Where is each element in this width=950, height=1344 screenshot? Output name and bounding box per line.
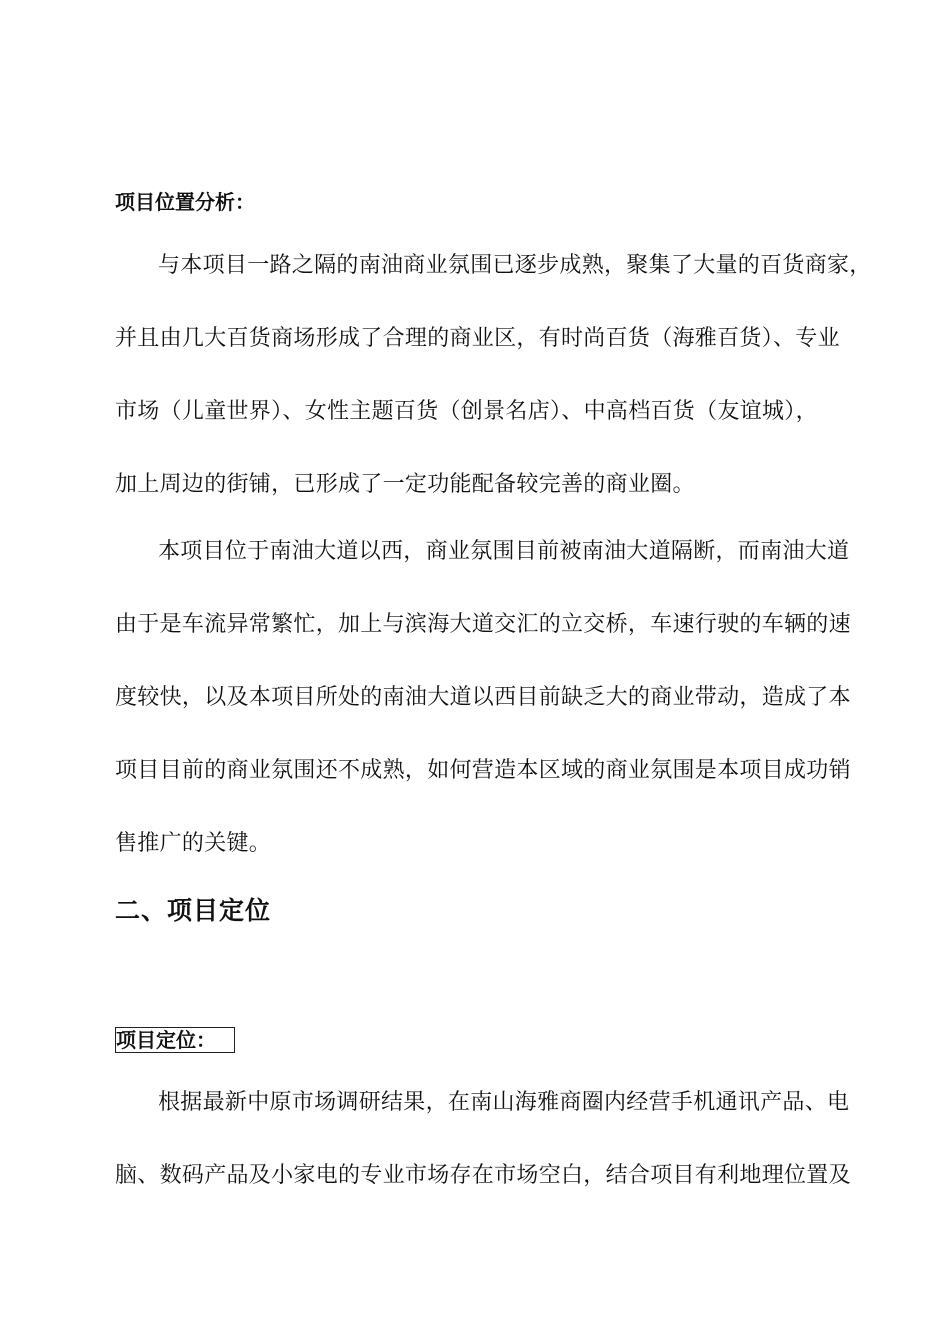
paragraph-line: 本项目位于南油大道以西，商业氛围目前被南油大道隔断，而南油大道 <box>158 539 850 564</box>
paragraph-line: 根据最新中原市场调研结果，在南山海雅商圈内经营手机通讯产品、电 <box>158 1090 850 1115</box>
project-positioning-title: 二、项目定位 <box>115 896 272 925</box>
positioning-subheading-box <box>115 1026 235 1054</box>
positioning-subheading: 项目定位： <box>115 1027 235 1053</box>
location-analysis-heading: 项目位置分析： <box>115 190 255 214</box>
paragraph-line: 加上周边的街铺，已形成了一定功能配备较完善的商业圈。 <box>115 472 695 497</box>
paragraph-line: 由于是车流异常繁忙，加上与滨海大道交汇的立交桥，车速行驶的车辆的速 <box>115 612 851 637</box>
paragraph-line: 与本项目一路之隔的南油商业氛围已逐步成熟，聚集了大量的百货商家， <box>158 253 872 278</box>
paragraph-line: 并且由几大百货商场形成了合理的商业区，有时尚百货（海雅百货）、专业 <box>115 326 840 351</box>
paragraph-line: 脑、数码产品及小家电的专业市场存在市场空白，结合项目有利地理位置及 <box>115 1163 851 1188</box>
paragraph-line: 售推广的关键。 <box>115 831 272 856</box>
paragraph-line: 市场（儿童世界）、女性主题百货（创景名店）、中高档百货（友谊城）， <box>115 399 818 424</box>
paragraph-line: 项目目前的商业氛围还不成熟，如何营造本区域的商业氛围是本项目成功销 <box>115 758 851 783</box>
paragraph-line: 度较快，以及本项目所处的南油大道以西目前缺乏大的商业带动，造成了本 <box>115 685 851 710</box>
